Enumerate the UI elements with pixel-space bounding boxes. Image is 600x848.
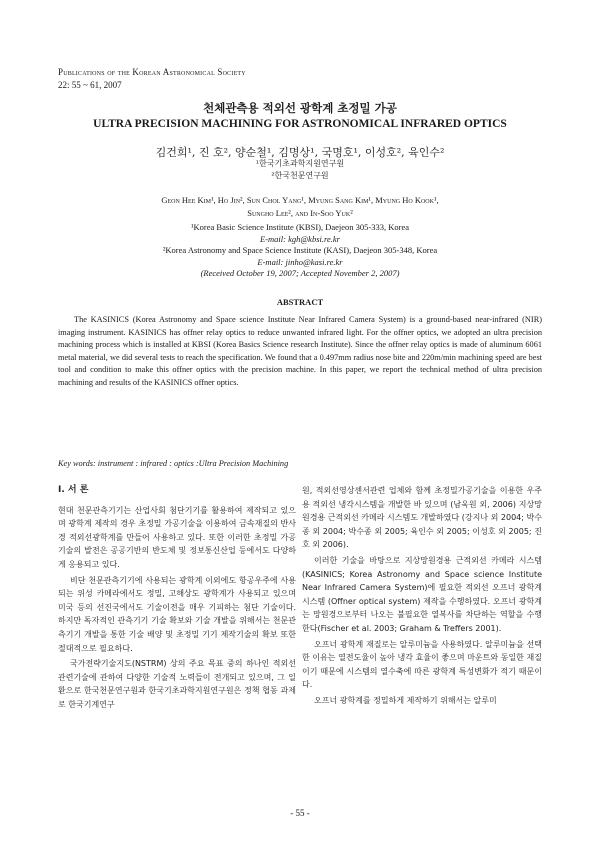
email-1: E-mail: kgh@kbsi.re.kr <box>260 233 340 244</box>
body-paragraph: 비단 천문관측기기에 사용되는 광학계 이외에도 항공우주에 사용되는 위성 카메라에서도 정밀, 고해상도 광학계가 사용되고 있으며 미국 등의 선진국에서도 기술이전을 매우 기피하는 첨단 기술이다. 하지만 독자적인 관측기기 기술 확보와 기술 개발을 위해서는 천문관측기기 개발을 통한 기술 배양 및 초정밀 기기 제작기술의 확보 또한 절대적으로 필요하다. <box>58 575 296 653</box>
body-left-column <box>58 484 296 714</box>
page-number: - 55 - <box>290 808 310 818</box>
email-2: E-mail: jinho@kasi.re.kr <box>257 256 343 267</box>
title-block <box>40 100 560 130</box>
body-paragraph: 원, 적외선영상센서관련 업체와 함께 초정밀가공기술을 이용한 우주용 적외선 냉각시스템을 개발한 바 있으며 (남욱원 외, 2006) 지상망원경용 근적외선 카메라 시스템도 개발하였다 (강지나 외 2004; 박수종 외 2004; 박수종 외 2005; 육인수 외 2005; 이성호 외 2005; 진호 외 2006). <box>302 486 542 550</box>
affiliation-english-1: ¹Korea Basic Science Institute (KBSI), Daejeon 305-333, Korea <box>190 222 410 232</box>
body-paragraph: 현대 천문관측기기는 산업사회 첨단기기를 활용하여 제작되고 있으며 광학계 제작의 경우 초정밀 가공기술을 이용하여 금속재질의 반사경 적외선광학계를 만들어 사용하고 있다. 또한 이러한 초정밀 가공기술의 발전은 공공기반의 반도체 및 정보통신산업 등에서도 다양하게 응용되고 있다. <box>58 505 296 569</box>
affiliations-korean <box>40 158 560 182</box>
section-heading: I. 서 론 <box>58 485 89 495</box>
authors-korean: 김건희¹, 진 호², 양순철¹, 김명상¹, 국명호¹, 이성호², 육인수² <box>155 146 445 159</box>
affiliation-english-2: ²Korea Astronomy and Space Science Institute (KASI), Daejeon 305-348, Korea <box>162 245 438 255</box>
abstract-heading: ABSTRACT <box>276 297 324 307</box>
title-english: ULTRA PRECISION MACHINING FOR ASTRONOMICAL INFRARED OPTICS <box>93 118 507 130</box>
abstract-text: The KASINICS (Korea Astronomy and Space science Institute Near Infrared Camera System) is a ground-based near-infrared (NIR) imaging instrument. KASINICS has offner relay optics to reduce unwanted infrared light. For the offner optics, we adopted an ultra precision machining process which is installed at KBSI (Korea Basics Science research Institute). Since the offner relay optics is made of aluminum 6061 metal material, we did several tests to reach the specification. We found that a 0.497mm radius nose bite and 220m/min machining speed are best tool and condition to make this offner optics with the precision machine. In this paper, we report the technical method of ultra precision machining and results of the KASINICS offner optics. <box>58 315 542 387</box>
body-paragraph: 이러한 기술을 바탕으로 지상망원경용 근적외선 카메라 시스템 (KASINICS; Korea Astronomy and Space science Institute Near Infrared Camera System)에 필요한 적외선 오프너 광학계 시스템 (Offner optical system) 제작을 수행하였다. 오프너 광학계는 망원경으로부터 나오는 불필요한 열복사를 차단하는 역할을 수행한다(Fischer et al. 2003; Graham & Treffers 2001). <box>302 555 542 633</box>
title-korean: 천체관측용 적외선 광학계 초정밀 가공 <box>203 101 397 115</box>
body-paragraph: 국가전략기술지도(NSTRM) 상의 주요 목표 중의 하나인 적외선관련기술에 관하여 다양한 기술적 노력들이 전개되고 있으며, 그 일환으로 한국천문연구원과 한국기초과학지원연구원은 정책 협동 과제로 한국기계연구 <box>58 659 296 709</box>
authors-english-line-1: Geon Hee Kim¹, Ho Jin², Sun Chol Yang¹, Myung Sang Kim¹, Myung Ho Kook¹, <box>161 195 439 205</box>
body-paragraph: 오프너 광학계 재질로는 알루미늄을 사용하였다. 알루미늄을 선택한 이유는 열전도율이 높아 냉각 효율이 좋으며 마운트와 동일한 재질이기 때문에 시스템의 열수축에 따른 광학계 특성변화가 적기 때문이다. <box>302 639 542 690</box>
affiliations-english <box>40 222 560 280</box>
received-dates: (Received October 19, 2007; Accepted November 2, 2007) <box>200 268 400 278</box>
affiliation-korean-1: ¹한국기초과학지원연구원 <box>255 159 345 168</box>
publication-name: Publications of the Korean Astronomical Society <box>58 67 246 77</box>
body-right-column <box>302 484 542 710</box>
volume-info: 22: 55 ~ 61, 2007 <box>58 80 122 90</box>
authors-english-line-2: Sungho Lee², and In-Soo Yuk² <box>247 208 353 218</box>
authors-english <box>40 194 560 220</box>
body-paragraph: 오프너 광학계를 정밀하게 제작하기 위해서는 알루미 <box>314 695 497 705</box>
affiliation-korean-2: ²한국천문연구원 <box>271 171 329 180</box>
keywords: Key words: instrument : infrared : optics :Ultra Precision Machining <box>58 459 289 468</box>
journal-header <box>58 66 246 92</box>
